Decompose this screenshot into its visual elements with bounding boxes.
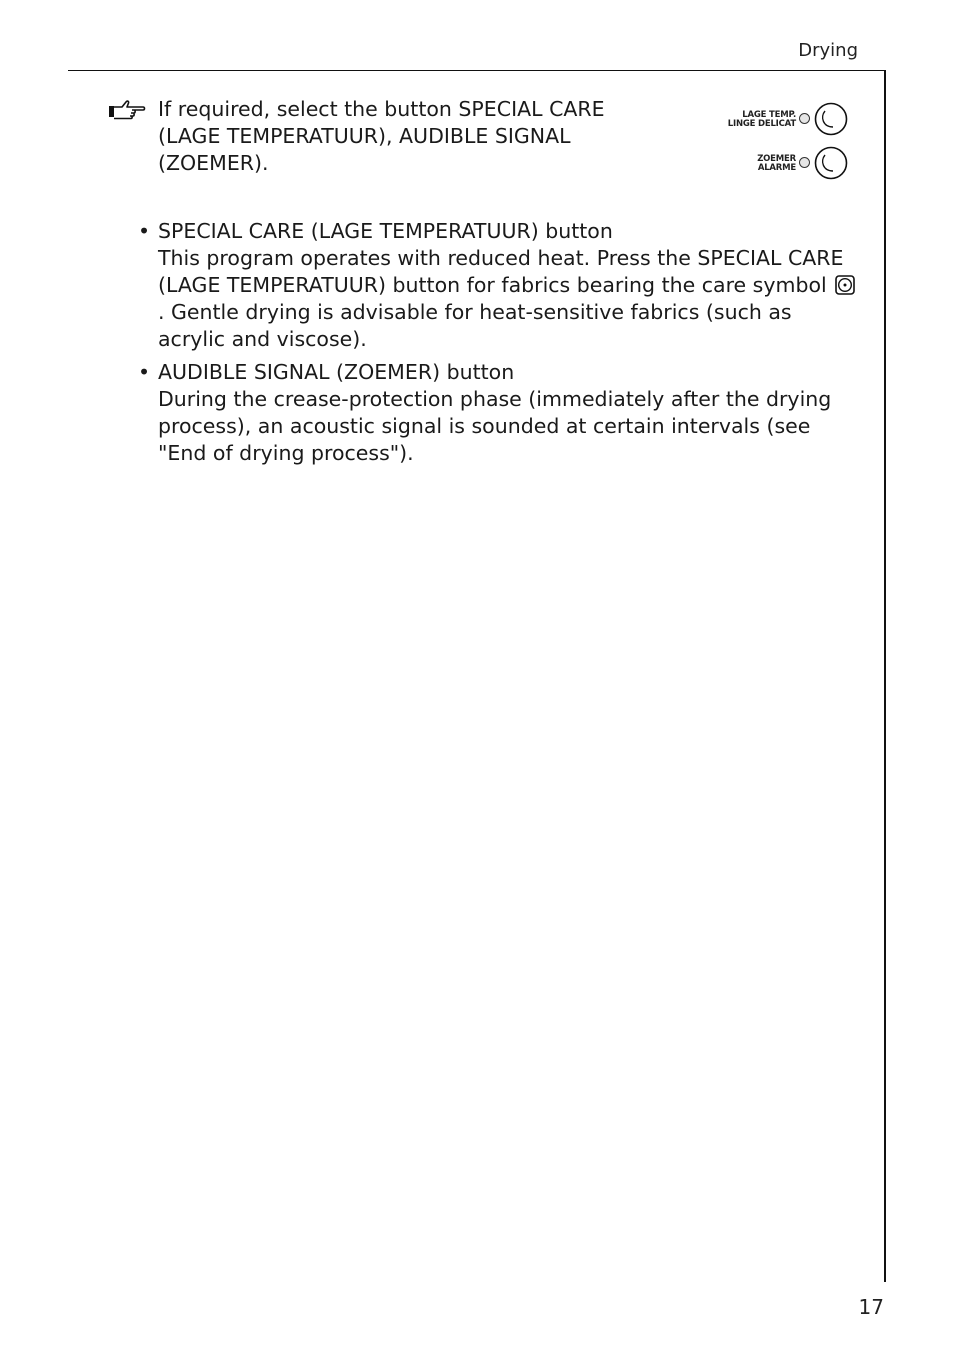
tumble-dry-low-icon [835, 275, 855, 295]
audible-signal-label: ZOEMER ALARME [757, 154, 796, 173]
bullet-icon: • [138, 219, 151, 243]
list-item-special-care [138, 218, 858, 353]
special-care-control [706, 100, 856, 140]
bullet-title: AUDIBLE SIGNAL (ZOEMER) button [158, 360, 515, 384]
pointing-hand-icon [108, 99, 146, 121]
control-panel-illustration [706, 100, 856, 184]
audible-signal-control [706, 144, 856, 184]
special-care-label: LAGE TEMP. LINGE DELICAT [727, 110, 796, 129]
audible-signal-led [799, 157, 810, 168]
bullet-icon: • [138, 360, 151, 384]
page-number: 17 [858, 1295, 884, 1319]
bullet-body: During the crease-protection phase (immediately after the drying process), an acoustic signal is sounded at certain intervals (see "End of drying process"). [158, 387, 832, 465]
instruction-text: If required, select the button SPECIAL CARE (LAGE TEMPERATUUR), AUDIBLE SIGNAL (ZOEMER). [158, 97, 605, 175]
bullet-body: This program operates with reduced heat. Press the SPECIAL CARE (LAGE TEMPERATUUR) button for fabrics bearing the care symbol . Gentle drying is advisable for heat-sensitive fabrics (such as acrylic and viscose). [158, 245, 858, 353]
side-rule [884, 70, 886, 1282]
header-rule [68, 70, 886, 71]
special-care-led [799, 113, 810, 124]
section-header: Drying [798, 40, 858, 61]
button-descriptions [138, 218, 858, 473]
audible-signal-knob-icon [814, 146, 848, 180]
bullet-title: SPECIAL CARE (LAGE TEMPERATUUR) button [158, 219, 613, 243]
special-care-knob-icon [814, 102, 848, 136]
list-item-audible-signal [138, 359, 858, 467]
